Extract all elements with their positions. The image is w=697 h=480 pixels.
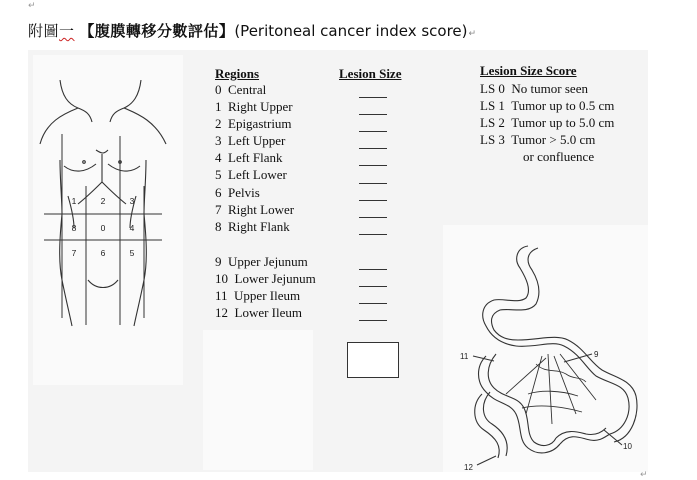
title-prefix: 附圖 [28, 22, 60, 40]
region-item-8: 8 Right Flank [215, 218, 290, 234]
region-item-6: 6 Pelvis [215, 184, 260, 200]
lesion-size-blank-3[interactable] [359, 132, 387, 149]
torso-region-label-6: 6 [100, 248, 106, 258]
torso-region-label-5: 5 [129, 248, 135, 258]
torso-region-label-0: 0 [100, 223, 106, 233]
lesion-size-blank-8[interactable] [359, 218, 387, 235]
lesion-size-total-box[interactable] [347, 342, 399, 378]
lesion-size-header: Lesion Size [339, 66, 402, 81]
lesion-size-blank-5[interactable] [359, 166, 387, 183]
region-item-1: 1 Right Upper [215, 99, 293, 115]
torso-region-label-3: 3 [129, 196, 135, 206]
region-item-9: 9 Upper Jejunum [215, 254, 308, 269]
small-bowel-regions-list [215, 253, 316, 321]
lesion-size-score-list [480, 80, 614, 165]
lesion-size-blanks-abdominal [359, 81, 387, 235]
lesion-size-blank-0[interactable] [359, 81, 387, 98]
score-item-ls0: LS 0 No tumor seen [480, 81, 588, 96]
region-item-4: 4 Left Flank [215, 150, 283, 166]
lesion-size-blank-9[interactable] [359, 253, 387, 270]
lesion-size-blank-2[interactable] [359, 115, 387, 132]
document-title [28, 20, 476, 42]
paragraph-mark-end: ↵ [640, 470, 648, 480]
small-bowel-diagram [456, 244, 646, 474]
torso-region-label-7: 7 [71, 248, 77, 258]
lesion-size-blank-4[interactable] [359, 149, 387, 166]
lesion-size-score-header: Lesion Size Score [480, 63, 577, 78]
lesion-size-blank-12[interactable] [359, 304, 387, 321]
torso-region-label-2: 2 [100, 196, 106, 206]
abdominal-regions-list [215, 81, 294, 235]
title-prefix-spellcheck: 一 [59, 22, 75, 40]
region-item-5: 5 Left Lower [215, 167, 287, 183]
bowel-region-label-11: 11 [460, 352, 469, 361]
torso-region-label-4: 4 [129, 223, 135, 233]
figure-panel-bottom [203, 330, 313, 470]
title-return-mark: ↵ [468, 29, 477, 39]
region-item-10: 10 Lower Jejunum [215, 271, 316, 287]
bowel-region-label-12: 12 [464, 463, 473, 472]
lesion-size-blank-10[interactable] [359, 270, 387, 287]
torso-region-label-8: 8 [71, 223, 77, 233]
paragraph-mark-top: ↵ [28, 1, 36, 11]
torso-region-label-1: 1 [71, 196, 77, 206]
score-item-confluence: or confluence [523, 149, 595, 164]
lesion-size-blank-6[interactable] [359, 184, 387, 201]
lesion-size-blank-11[interactable] [359, 287, 387, 304]
bowel-region-label-10: 10 [623, 442, 632, 451]
region-item-2: 2 Epigastrium [215, 116, 292, 132]
score-item-ls3: LS 3 Tumor > 5.0 cm [480, 132, 596, 147]
lesion-size-blanks-bowel [359, 253, 387, 321]
lesion-size-blank-1[interactable] [359, 98, 387, 115]
title-english: (Peritoneal cancer index score) [234, 22, 468, 40]
region-item-12: 12 Lower Ileum [215, 305, 303, 321]
bowel-region-label-9: 9 [594, 350, 599, 359]
region-item-11: 11 Upper Ileum [215, 288, 301, 304]
regions-header: Regions [215, 66, 260, 81]
title-chinese: 【腹膜轉移分數評估】 [79, 22, 235, 40]
region-item-3: 3 Left Upper [215, 133, 286, 149]
region-item-7: 7 Right Lower [215, 201, 295, 217]
torso-diagram [38, 80, 170, 330]
region-item-0: 0 Central [215, 82, 267, 97]
score-item-ls2: LS 2 Tumor up to 5.0 cm [480, 115, 615, 130]
lesion-size-blank-7[interactable] [359, 201, 387, 218]
score-item-ls1: LS 1 Tumor up to 0.5 cm [480, 98, 615, 113]
